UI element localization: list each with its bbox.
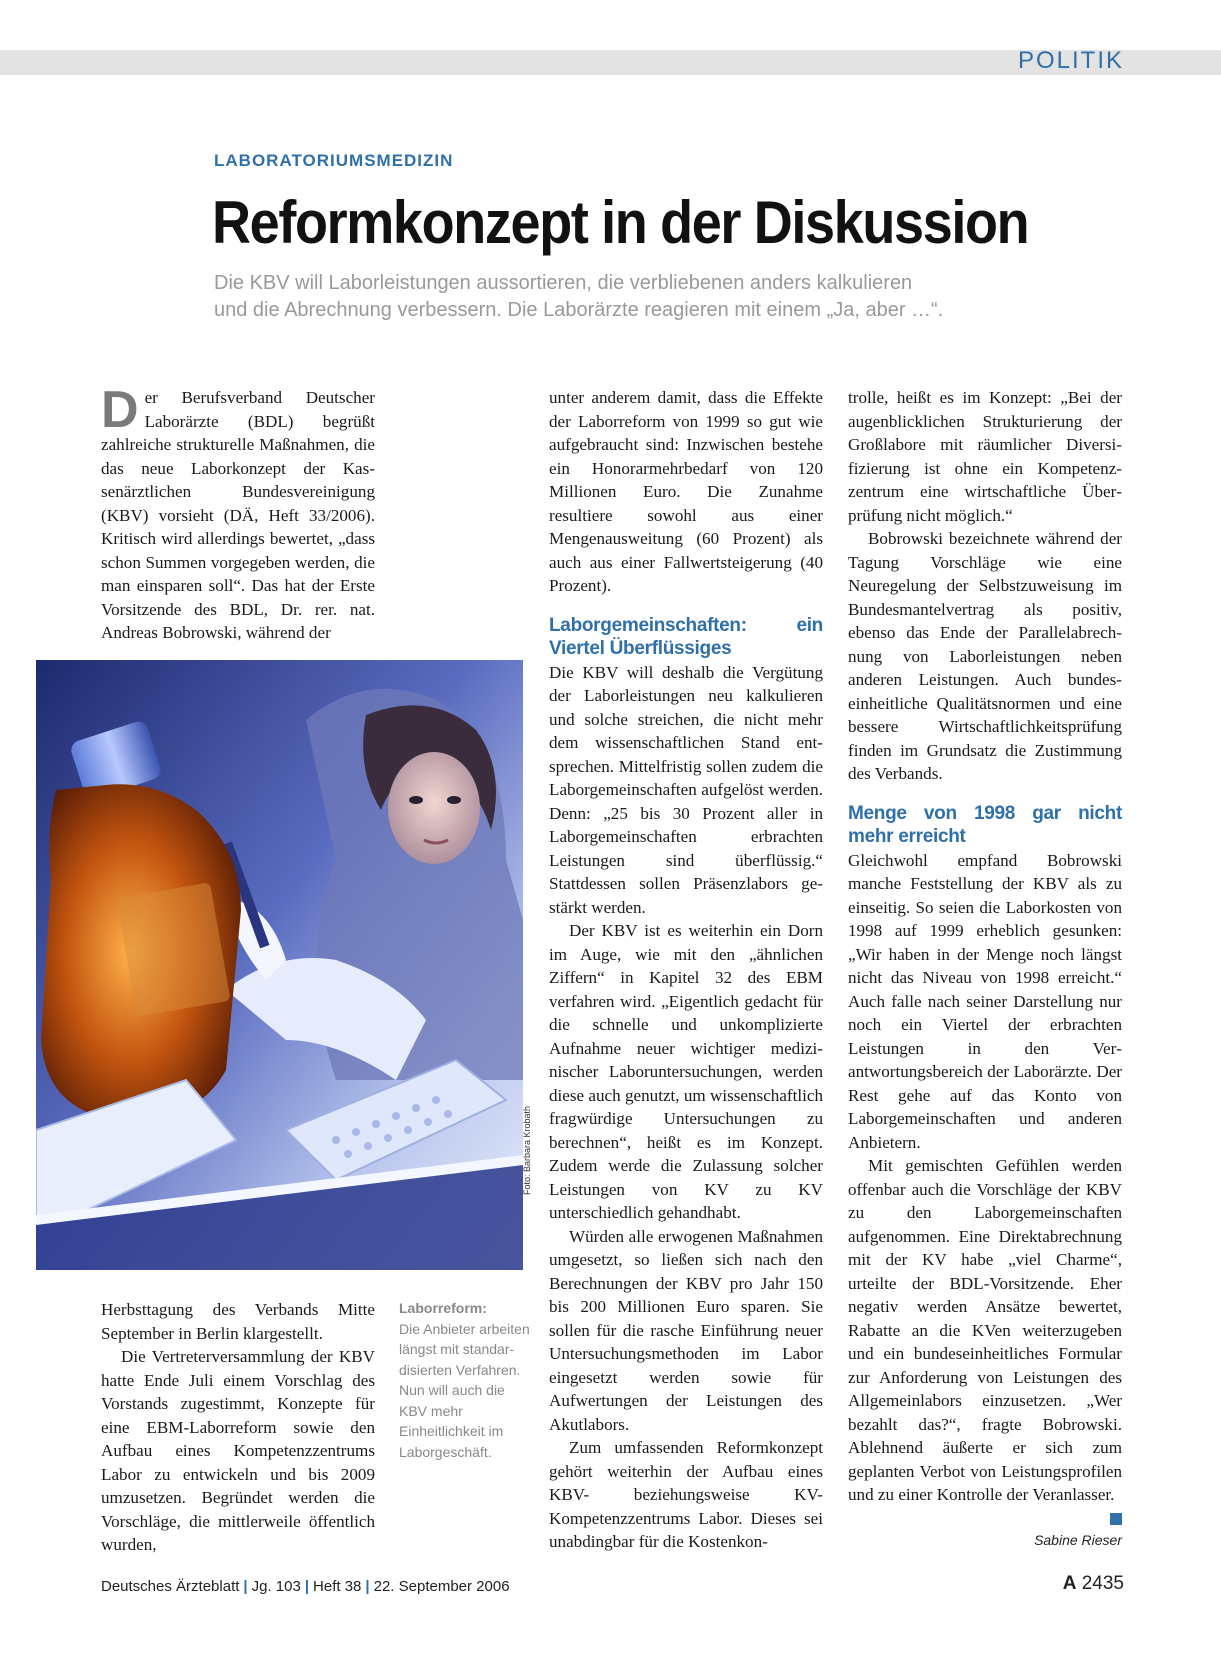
article-subhead: Die KBV will Laborleistungen aussortieren, die verbliebenen anders kalkulieren und die Abrechnung verbessern. Die Laborärzte reagieren mit einem „Ja, aber …“. <box>214 272 944 321</box>
subheading-laborgemeinschaften: Laborgemeinschaften: ein Viertel Überflüssiges <box>549 614 823 659</box>
paragraph-final <box>848 1154 1122 1507</box>
caption-title: Laborreform: <box>399 1300 487 1316</box>
separator: | <box>365 1578 370 1595</box>
paragraph-text: er Berufsverband Deutscher Laborärzte (BDL) begrüßt zahlreiche strukturelle Maßnahmen, die das neue Laborkonzept der Kassenärztlichen Bundesvereinigung (KBV) vorsieht (DÄ, Heft 33/2006). Kritisch wird allerdings bewertet, „dass schon Summen vorgegeben werden, die man einsparen soll“. Das hat der Erste Vorsitzende des BDL, Dr. rer. nat. Andreas Bobrowski, während der <box>101 388 375 642</box>
paragraph: Der KBV ist es weiterhin ein Dorn im Auge, wie mit den „ähnlichen Ziffern“ in Kapitel 32 des EBM verfahren wird. „Eigentlich gedacht für die schnelle und unkomplizierte Aufnahme neuer wichtiger medizinischer Laboruntersuchungen, werden diese auch genutzt, um wissenschaftlich fragwürdige Untersuchungen zu berechnen“, heißt es im Konzept. Zudem werde die Zulassung solcher Leistungen von KV zu KV unterschiedlich gehandhabt. <box>549 921 823 1222</box>
author-byline: Sabine Rieser <box>1034 1532 1122 1548</box>
separator: | <box>243 1578 248 1595</box>
journal-name: Deutsches Ärzteblatt <box>101 1578 240 1595</box>
separator: | <box>304 1578 310 1595</box>
page-number <box>1063 1573 1124 1595</box>
subheading-menge-1998: Menge von 1998 gar nicht mehr erreicht <box>848 802 1122 847</box>
issue-date: 22. September 2006 <box>373 1578 510 1595</box>
lab-photo-image <box>36 660 523 1270</box>
lab-photo <box>36 660 523 1270</box>
column-2 <box>549 386 823 1554</box>
column-3 <box>848 386 1122 1525</box>
paragraph-text: Mit gemischten Gefühlen werden offenbar auch die Vorschläge der KBV zu den Laborgemeinschaften aufgenommen. Eine Direktabrechnung mit der KV habe „viel Charme“, urteilte der BDL-Vorsitzende. Eher negativ werden Ansätze bewertet, Rabatte an die KVen weiterzugeben und ein bundeseinheitliches Formular zur Anforderung von Leistungen des Allgemeinlabors einzusetzen. „Wer bezahlt das?“, fragte Bobrowski. Ablehnend äußerte er sich zum geplanten Verbot von Leistungsprofilen und zu einer Kontrolle der Veranlasser. <box>848 1156 1122 1504</box>
paragraph: Die Vertreterversammlung der KBV hatte Ende Juli einem Vorschlag des Vorstands zugestimmt, Konzepte für eine EBM-Laborreform sowie den Aufbau eines Kompetenzzentrums Labor zu entwickeln und bis 2009 umzusetzen. Begründet werden die Vorschläge, die mittlerweile öffentlich wurden, <box>101 1347 375 1554</box>
caption-text: Die Anbieter arbeiten längst mit standardisierten Verfahren. Nun will auch die KBV mehr Einheitlichkeit im Laborgeschäft. <box>399 1320 530 1460</box>
paragraph: Würden alle erwogenen Maßnahmen umgesetzt, so ließen sich nach den Berechnungen der KBV pro Jahr 150 bis 200 Millionen Euro sparen. Sie sollen für die rasche Einführung neuer Untersuchungsmethoden im Labor eingesetzt werden sowie für Aufwertungen der Leistungen des Akutlabors. <box>549 1226 823 1434</box>
section-label: POLITIK <box>1017 47 1124 74</box>
page-number-value: 2435 <box>1081 1573 1124 1594</box>
paragraph: unter anderem damit, dass die Effekte der Laborreform von 1999 so gut wie aufgebraucht sind: Inzwischen bestehe ein Honorarmehrbedarf von 120 Millionen Euro. Die Zunahme resultiere sowohl aus einer Mengenausweitung (60 Prozent) als auch aus einer Fallwertsteigerung (40 Prozent). <box>549 388 823 595</box>
column-1-lower <box>101 1298 375 1557</box>
paragraph: Herbsttagung des Verbands Mitte September in Berlin klargestellt. <box>101 1300 375 1343</box>
drop-cap: D <box>101 381 139 439</box>
issue: Heft 38 <box>313 1578 362 1595</box>
footer-citation <box>101 1578 510 1595</box>
paragraph: Die KBV will deshalb die Vergütung der Laborleistungen neu kalkulieren und solche streichen, die nicht mehr dem wissenschaftlichen Stand entsprechen. Mittelfristig sollen zudem die Laborgemeinschaften aufgelöst werden. Denn: „25 bis 30 Prozent aller in Laborgemeinschaften erbrachten Leistungen sind überflüssig.“ Stattdessen sollen Präsenzlabors gestärkt werden. <box>549 662 823 917</box>
paragraph: Bobrowski bezeichnete während der Tagung Vorschläge wie eine Neuregelung der Selbstzuweisung im Bundesmantelvertrag als positiv, ebenso das Ende der Parallelabrechnung von Laborleistungen neben anderen Leistungen. Auch bundeseinheitliche Qualitätsnormen und eine bessere Wirtschaftlichkeitsprüfung finden im Grundsatz die Zustimmung des Verbands. <box>848 529 1122 783</box>
page-prefix: A <box>1062 1573 1077 1594</box>
paragraph: Gleichwohl empfand Bobrowski manche Feststellung der KBV als zu einseitig. So seien die Laborkosten von 1998 auf 1999 erheblich gesunken: „Wir haben in der Menge noch längst nicht das Niveau von 1998 erreicht.“ Auch falle nach seiner Darstellung nur noch ein Viertel der erbrachten Leistungen in den Verantwortungsbereich der Laborärzte. Der Rest gehe auf das Konto von Laborgemeinschaften und anderen Anbietern. <box>848 850 1122 1152</box>
photo-caption <box>399 1298 534 1462</box>
end-mark-icon <box>1110 1513 1122 1525</box>
column-1-upper <box>101 381 375 645</box>
volume: Jg. 103 <box>251 1578 301 1595</box>
article-kicker: LABORATORIUMSMEDIZIN <box>214 151 454 170</box>
article-headline: Reformkonzept in der Diskussion <box>212 189 1029 256</box>
paragraph: Zum umfassenden Reformkonzept gehört weiterhin der Aufbau eines KBV- beziehungsweise KV-Kompetenzzentrums Labor. Dieses sei unabdingbar für die Kostenkon- <box>549 1438 823 1551</box>
photo-credit: Foto: Barbara Krobath <box>522 1105 532 1195</box>
intro-paragraph <box>101 381 375 645</box>
paragraph: trolle, heißt es im Konzept: „Bei der augenblicklichen Strukturierung der Großlabore mit räumlicher Diversifizierung ist ohne ein Kompetenzzentrum eine wirtschaftliche Überprüfung nicht möglich.“ <box>848 388 1122 525</box>
